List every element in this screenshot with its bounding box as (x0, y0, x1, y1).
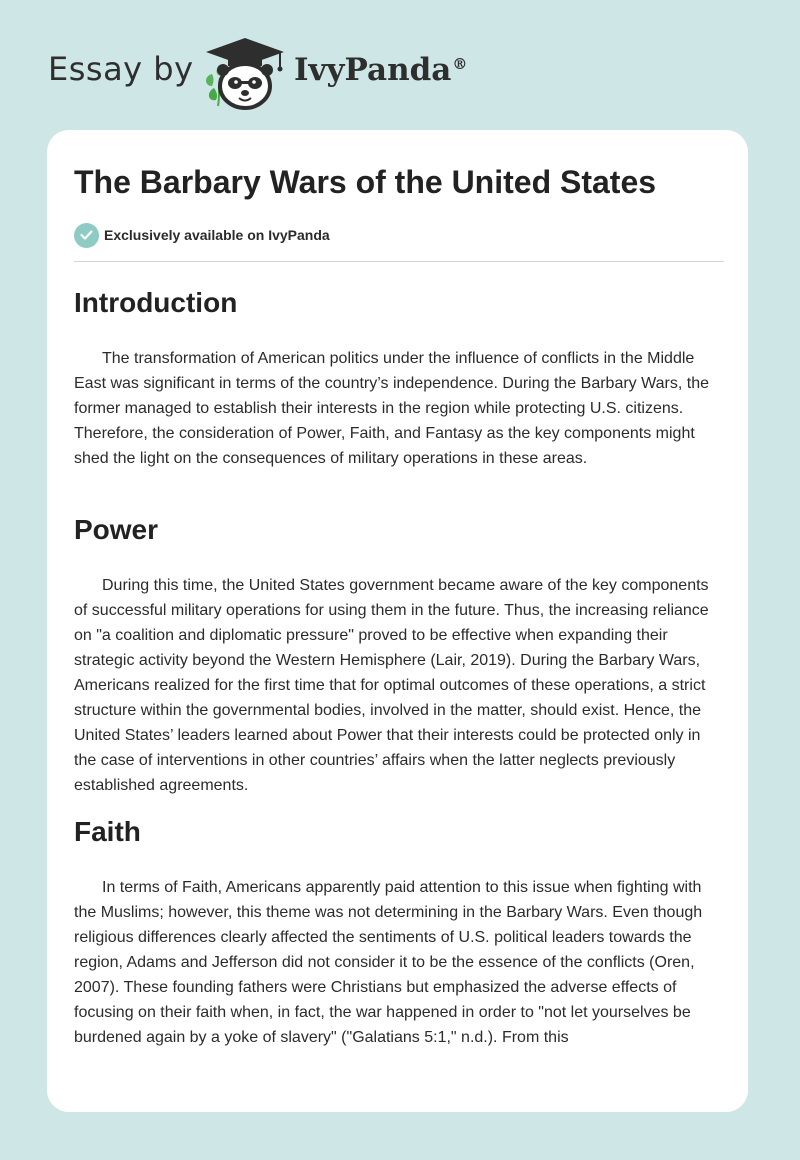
brand-name-text: IvyPanda (294, 52, 452, 88)
section-paragraph: The transformation of American politics under the influence of conflicts in the Middle East was significant in terms of the country’s independence. During the Barbary Wars, the former managed to establish their interests in the region while protecting U.S. citizens. Therefore, the consideration of Power, Faith, and Fantasy as the key components might shed the light on the consequences of military operations in these areas. (74, 350, 709, 467)
section-faith (74, 815, 724, 1050)
section-heading: Introduction (74, 287, 238, 318)
registered-mark: ® (452, 54, 468, 73)
site-header (0, 0, 800, 120)
exclusive-badge (74, 222, 330, 248)
section-paragraph: During this time, the United States government became aware of the key components of successful military operations for using them in the future. Thus, the increasing reliance on "a coalition and diplomatic pressure" proved to be effective when expanding their strategic activity beyond the Western Hemisphere (Lair, 2019). During the Barbary Wars, Americans realized for the first time that for optimal outcomes of these operations, a strict structure within the governmental bodies, involved in the matter, should exist. Hence, the United States’ leaders learned about Power that their interests could be protected only in the case of interventions in other countries’ affairs when the latter neglects previously established agreements. (74, 577, 709, 794)
check-icon (74, 223, 99, 248)
essay-card (47, 130, 748, 1112)
brand-name[interactable] (294, 52, 467, 88)
section-heading: Power (74, 514, 159, 545)
section-heading: Faith (74, 816, 141, 847)
title-divider (74, 261, 724, 262)
exclusive-label: Exclusively available on IvyPanda (104, 227, 330, 243)
ivypanda-logo-icon[interactable] (200, 36, 290, 112)
essay-title: The Barbary Wars of the United States (74, 164, 657, 200)
essay-by-label: Essay by (48, 50, 194, 88)
content-fade (47, 1072, 748, 1112)
section-power (74, 513, 724, 798)
section-introduction (74, 286, 724, 471)
section-paragraph: In terms of Faith, Americans apparently paid attention to this issue when fighting with the Muslims; however, this theme was not determining in the Barbary Wars. Even though religious differences clearly affected the sentiments of U.S. political leaders towards the region, Adams and Jefferson did not consider it to be the essence of the conflicts (Oren, 2007). These founding fathers were Christians but emphasized the adverse effects of focusing on their faith when, in fact, the war happened in order to "not let yourselves be burdened again by a yoke of slavery" ("Galatians 5:1," n.d.). From this (74, 879, 703, 1046)
